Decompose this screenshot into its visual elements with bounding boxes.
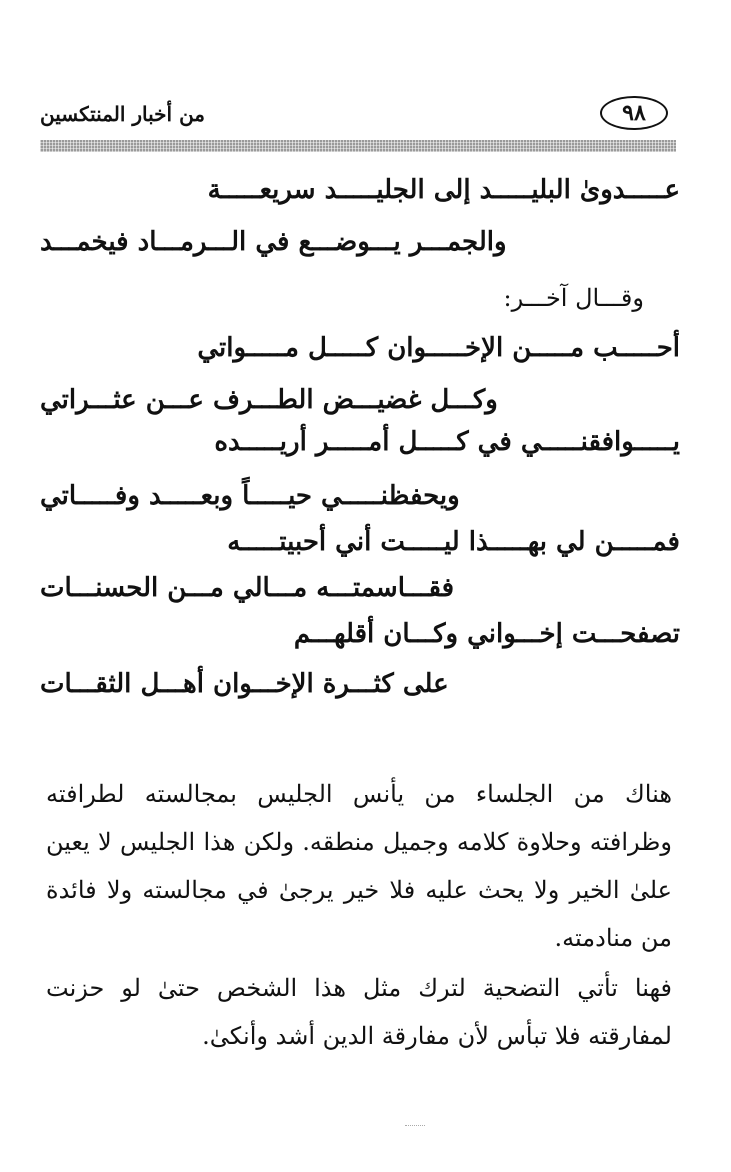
verse-line: عـــــدوىٰ البليـــــد إلى الجليـــــد سريعـــــة bbox=[207, 175, 680, 205]
paragraph-2-block bbox=[46, 964, 672, 1060]
paragraph-1-block bbox=[46, 770, 672, 962]
running-title: من أخبار المنتكسين bbox=[40, 102, 205, 126]
verse-line: ويحفظنـــــي حيـــــاً وبعـــــد وفـــــاتي bbox=[40, 481, 460, 511]
verse-line: تصفحـــت إخـــواني وكـــان أقلهـــم bbox=[293, 619, 680, 649]
verse-line: على كثـــرة الإخـــوان أهـــل الثقـــات bbox=[40, 669, 449, 699]
verse-line: يـــــوافقنـــــي في كـــــل أمـــــر أريـــــده bbox=[214, 427, 680, 457]
paragraph-1: هناك من الجلساء من يأنس الجليس بمجالسته لطرافته وظرافته وحلاوة كلامه وجميل منطقه. ولكن هذا الجليس لا يعين علىٰ الخير ولا يحث عليه فلا خير يرجىٰ في مجالسته ولا فائدة من منادمته. bbox=[46, 780, 672, 952]
verse-line: والجمـــر يـــوضـــع في الـــرمـــاد فيخمـــد bbox=[40, 227, 507, 257]
attribution-line: وقـــال آخـــر: bbox=[503, 284, 644, 312]
verse-line: فقـــاسمتـــه مـــالي مـــن الحسنـــات bbox=[40, 573, 455, 603]
page-number: ٩٨ bbox=[600, 96, 668, 130]
verse-line: أحـــــب مـــــن الإخـــــوان كـــــل مـــــواتي bbox=[197, 333, 680, 363]
paragraph-2: فهنا تأتي التضحية لترك مثل هذا الشخص حتىٰ لو حزنت لمفارقته فلا تبأس لأن مفارقة الدين أشد وأنكىٰ. bbox=[46, 974, 672, 1050]
verse-line: وكـــل غضيـــض الطـــرف عـــن عثـــراتي bbox=[40, 385, 498, 415]
footer-mark bbox=[405, 1125, 425, 1129]
verse-line: فمـــــن لي بهـــــذا ليـــــت أني أحبيتـــــه bbox=[227, 527, 680, 557]
